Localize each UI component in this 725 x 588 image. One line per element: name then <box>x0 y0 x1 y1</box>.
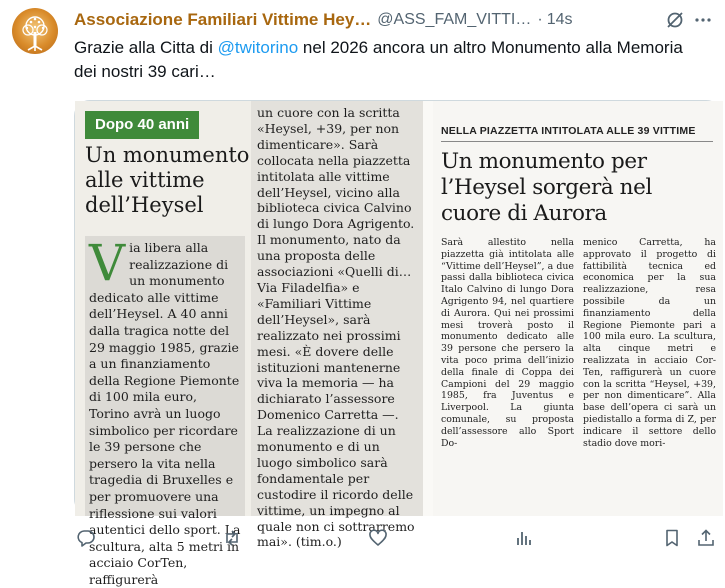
mention-link[interactable]: @twitorino <box>217 38 299 57</box>
tweet-text-part: Grazie alla Citta di <box>74 38 218 57</box>
clipping-left-headline: Un monumento alle vittime dell’Heysel <box>85 143 250 217</box>
author-name[interactable]: Associazione Familiari Vittime Hey… <box>74 10 372 29</box>
tweet-time[interactable]: 14s <box>546 11 573 28</box>
clipping-gutter <box>423 101 433 516</box>
tree-logo-icon <box>12 8 58 54</box>
separator-dot: · <box>537 11 543 28</box>
kicker-rule <box>441 141 713 142</box>
share-icon[interactable] <box>696 528 716 548</box>
clipping-left-col2 <box>251 101 423 550</box>
clipping-left-col1 <box>75 101 251 587</box>
author-handle[interactable]: @ASS_FAM_VITTI… <box>377 11 532 28</box>
clipping-right-columns <box>441 237 716 449</box>
dropcap: V <box>89 234 126 292</box>
tweet-header <box>74 8 713 32</box>
more-icon[interactable] <box>693 10 713 30</box>
clipping-right-col2: menico Carretta, ha approvato il progetto di fattibilità tecnica ed economica per la sua realizzazione, resa possibile da un finanziamento della Regione Piemonte pari a 100 mila euro. La scultura, alta cinque metri e realizzata in acciaio Cor-Ten, raffigurerà un cuore con la scritta “Heysel, +39, per non dimenticare”. Alla base dell’opera ci sarà un piedistallo a forma di Z, per indicare il settore dello stadio dove mori- <box>583 237 716 449</box>
newspaper-clippings-image <box>75 101 723 587</box>
clipping-left-text1: ia libera alla realizzazione di un monumento dedicato alle vittime dell’Heysel. A 40 anni dalla tragica notte del 29 maggio 1985, grazie a un finanziamento della Regione Piemonte di 100 mila euro, Torino avrà un luogo simbolico per ricordare le 39 persone che persero la vita nella tragedia di Bruxelles e per promuovere una riflessione sui valori autentici dello sport. La scultura, alta 5 metri in acciaio CorTen, raffigurerà <box>89 240 241 587</box>
like-icon[interactable] <box>368 528 388 548</box>
clipping-right-headline: Un monumento per l’Heysel sorgerà nel cuore di Aurora <box>441 149 652 226</box>
reply-icon[interactable] <box>76 528 96 548</box>
section-badge: Dopo 40 anni <box>85 111 199 139</box>
clipping-right <box>433 101 723 516</box>
clipping-left-body2: un cuore con la scritta «Heysel, +39, per non dimenticare». Sarà collocata nella piazzetta intitolata alle vittime dell’Heysel, vicino alla biblioteca civica Calvino di lungo Dora Agrigento. Il monumento, nato da una proposta delle associazioni «Quelli di…Via Filadelfia» e «Familiari Vittime dell’Heysel», sarà realizzato nei prossimi mesi. «È dovere delle istituzioni mantenerne viva la memoria — ha dichiarato l’assessore Domenico Carretta —. La realizzazione di un monumento e di un luogo simbolico sarà fondamentale per custodire il ricordo delle vittime, un impegno al quale non ci sottrarremo mai». (tim.o.) <box>257 105 415 550</box>
clipping-right-kicker: NELLA PIAZZETTA INTITOLATA ALLE 39 VITTIME <box>441 125 696 137</box>
grok-icon[interactable] <box>665 10 685 30</box>
avatar[interactable] <box>12 8 58 54</box>
clipping-left-body1 <box>85 234 245 587</box>
tweet-text-part: nel 2026 ancora un altro Monumento alla Memoria dei nostri 39 cari… <box>74 38 683 81</box>
tweet-text <box>74 36 704 84</box>
clipping-left <box>75 101 423 587</box>
retweet-icon[interactable] <box>222 528 242 548</box>
bookmark-icon[interactable] <box>662 528 682 548</box>
tweet-media[interactable] <box>74 100 722 587</box>
clipping-right-col1: Sarà allestito nella piazzetta già intitolata alle “Vittime dell’Heysel”, a due passi dalla biblioteca civica Italo Calvino di lungo Dora Agrigento 94, nel quartiere di Aurora. Qui nei prossimi mesi troverà posto il monumento dedicato alle 39 persone che persero la vita poco prima dell’inizio della finale di Coppa dei Campioni del 29 maggio 1985, fra Juventus e Liverpool. La giunta comunale, su proposta dell’assessore allo Sport Do- <box>441 237 574 449</box>
views-icon[interactable] <box>514 528 534 548</box>
action-bar <box>74 524 716 552</box>
